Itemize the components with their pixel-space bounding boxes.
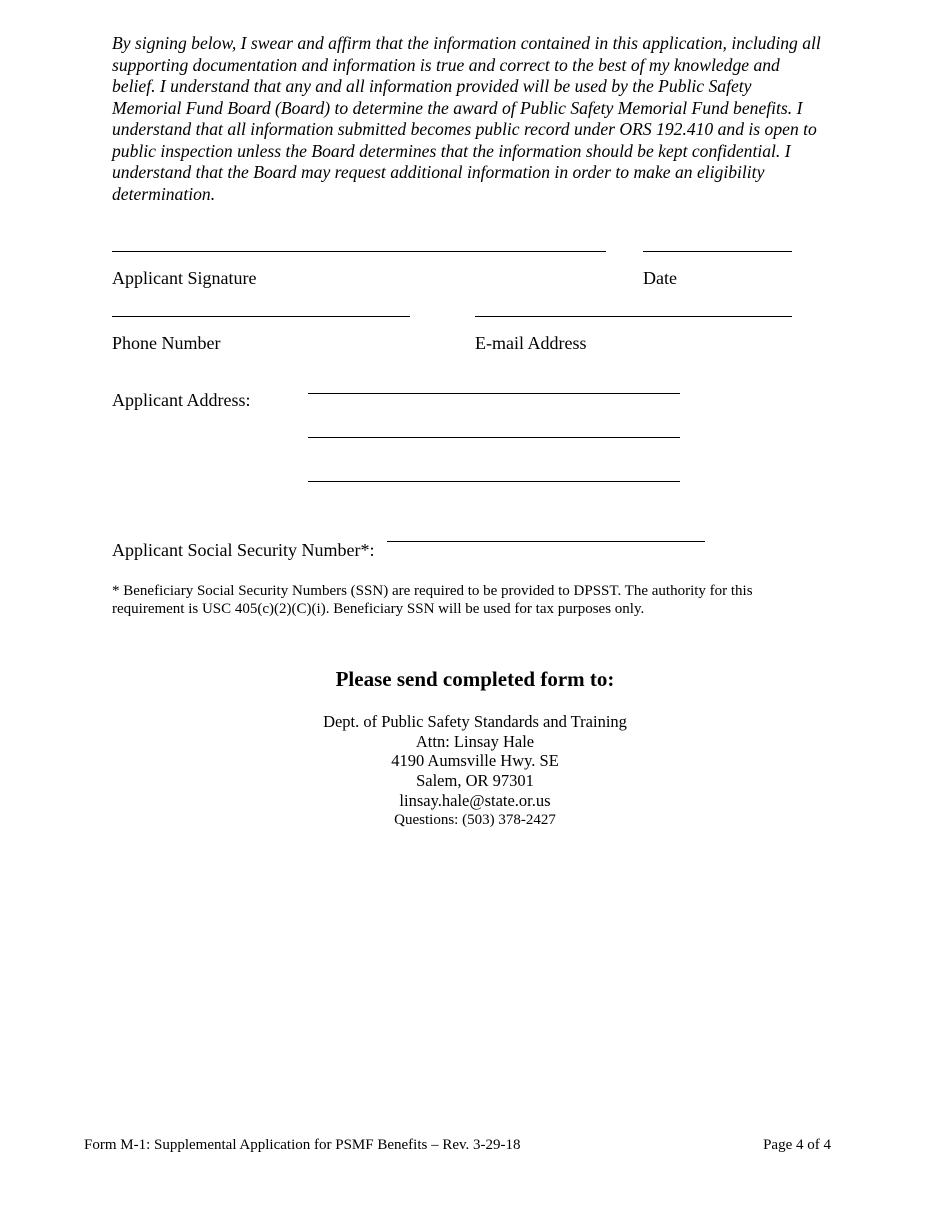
address-label: Applicant Address: xyxy=(112,390,251,410)
address-city: Salem, OR 97301 xyxy=(416,771,534,791)
affirmation-statement: By signing below, I swear and affirm that the information contained in this application, including all supporting documentation and information is true and correct to the best of my knowledge and belief. I understand that any and all information provided will be used by the Public Safety Memorial Fund Board (Board) to determine the award of Public Safety Memorial Fund benefits. I understand that all information submitted becomes public record under ORS 192.410 and is open to public inspection unless the Board determines that the information should be kept confidential. I understand that the Board may request additional information in order to make an eligibility determination. xyxy=(112,33,821,204)
mailing-address xyxy=(0,712,950,830)
footer-form-title: Form M-1: Supplemental Application for PSMF Benefits – Rev. 3-29-18 xyxy=(84,1137,521,1153)
ssn-label: Applicant Social Security Number*: xyxy=(112,540,375,560)
address-dept: Dept. of Public Safety Standards and Training xyxy=(323,712,627,731)
questions-phone: Questions: (503) 378-2427 xyxy=(394,811,556,828)
address-line-3[interactable] xyxy=(308,481,680,482)
address-attn: Attn: Linsay Hale xyxy=(415,731,535,751)
signature-label: Applicant Signature xyxy=(112,268,257,288)
date-label: Date xyxy=(643,268,677,288)
address-email: linsay.hale@state.or.us xyxy=(399,790,551,810)
phone-line[interactable] xyxy=(112,316,410,317)
email-line[interactable] xyxy=(475,316,792,317)
address-line-1[interactable] xyxy=(308,393,680,394)
email-label: E-mail Address xyxy=(475,333,587,353)
send-heading: Please send completed form to: xyxy=(335,667,615,691)
footer-page-number: Page 4 of 4 xyxy=(763,1137,831,1153)
phone-label: Phone Number xyxy=(112,333,221,353)
ssn-line[interactable] xyxy=(387,541,705,542)
address-street: 4190 Aumsville Hwy. SE xyxy=(391,751,559,771)
address-line-2[interactable] xyxy=(308,437,680,438)
signature-line[interactable] xyxy=(112,251,606,252)
ssn-footnote: * Beneficiary Social Security Numbers (SSN) are required to be provided to DPSST. The authority for this requirement is USC 405(c)(2)(C)(i). Beneficiary SSN will be used for tax purposes only. xyxy=(112,583,753,617)
date-line[interactable] xyxy=(643,251,792,252)
